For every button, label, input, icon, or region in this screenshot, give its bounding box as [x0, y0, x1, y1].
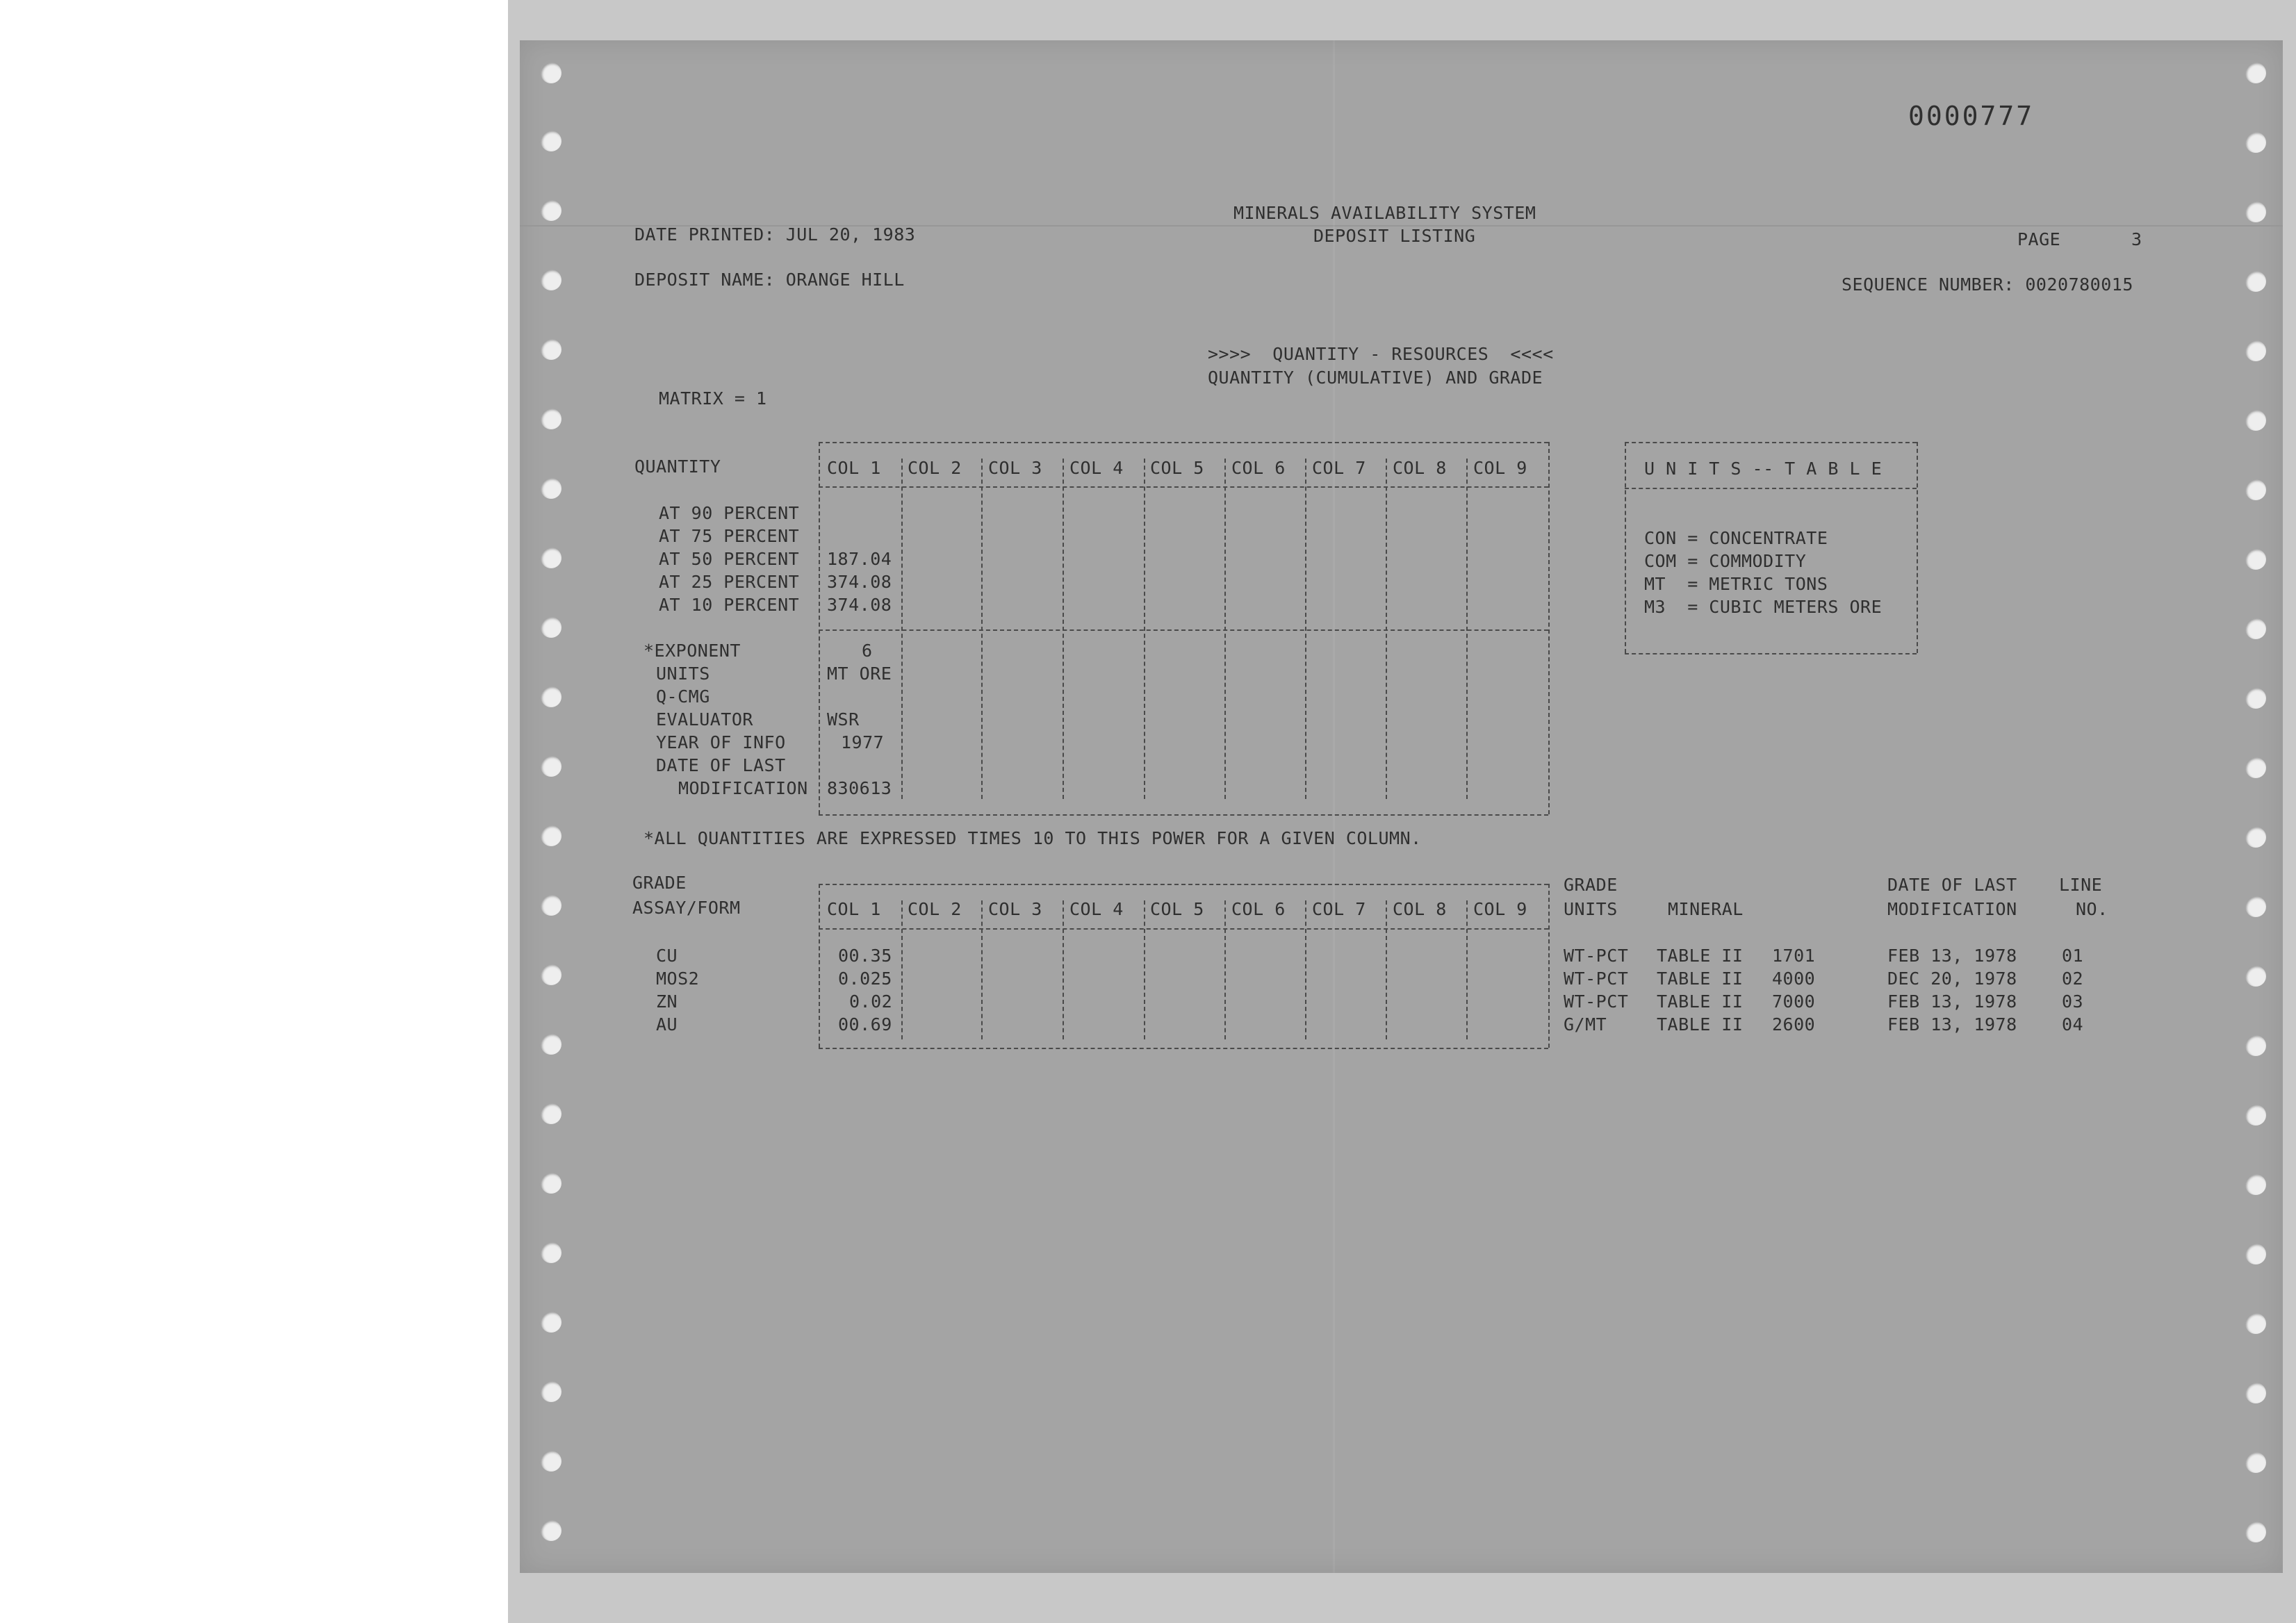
- tractor-hole: [541, 63, 561, 83]
- cell-value: 0.02: [849, 991, 893, 1012]
- tractor-hole: [541, 200, 561, 221]
- line-cell: 03: [2062, 991, 2084, 1012]
- table-rule: [1625, 488, 1917, 489]
- tractor-hole: [541, 1312, 561, 1333]
- table-rule: [819, 928, 1548, 930]
- tractor-hole: [2245, 549, 2266, 570]
- date-cell: DEC 20, 1978: [1887, 969, 2017, 989]
- tractor-hole: [2245, 1035, 2266, 1056]
- mineral-code-cell: 2600: [1772, 1014, 1816, 1035]
- units-table-title: U N I T S -- T A B L E: [1644, 459, 1883, 479]
- info-label: *EXPONENT: [643, 641, 741, 661]
- tractor-hole: [2245, 479, 2266, 500]
- column-divider: [1548, 884, 1550, 1048]
- info-label: Q-CMG: [656, 686, 710, 707]
- table-rule: [819, 1048, 1548, 1049]
- line-cell: 01: [2062, 946, 2084, 966]
- cell-value: MT ORE: [827, 664, 892, 684]
- tractor-hole: [541, 686, 561, 707]
- grade-label: GRADE: [632, 873, 687, 893]
- line-header: NO.: [2076, 899, 2108, 919]
- cell-value: 374.08: [827, 572, 892, 592]
- assay-cell: MOS2: [656, 969, 700, 989]
- date-header: MODIFICATION: [1887, 899, 2017, 919]
- tractor-hole: [2245, 1313, 2266, 1334]
- page-number: 3: [2131, 229, 2142, 249]
- tractor-hole: [541, 1103, 561, 1124]
- tractor-hole: [2245, 1383, 2266, 1403]
- tractor-hole: [541, 478, 561, 499]
- units-entry: MT = METRIC TONS: [1644, 574, 1828, 594]
- units-entry: CON = CONCENTRATE: [1644, 528, 1828, 548]
- column-divider: [1625, 442, 1626, 653]
- tractor-hole: [2245, 1244, 2266, 1264]
- tractor-hole: [541, 270, 561, 290]
- tractor-hole: [541, 1173, 561, 1194]
- tractor-hole: [2245, 271, 2266, 292]
- info-label: YEAR OF INFO: [656, 732, 786, 752]
- cell-value: 187.04: [827, 549, 892, 569]
- cell-value: 0.025: [838, 969, 892, 989]
- sequence-number: SEQUENCE NUMBER: 0020780015: [1842, 274, 2133, 295]
- row-label: AT 75 PERCENT: [659, 526, 800, 546]
- assay-cell: CU: [656, 946, 678, 966]
- units-cell: G/MT: [1564, 1014, 1607, 1035]
- tractor-hole: [541, 895, 561, 916]
- info-label: EVALUATOR: [656, 709, 753, 730]
- mineral-code-cell: 7000: [1772, 991, 1816, 1012]
- column-header: COL 4: [1069, 899, 1124, 919]
- info-label: DATE OF LAST: [656, 755, 786, 775]
- date-printed: DATE PRINTED: JUL 20, 1983: [634, 224, 916, 245]
- column-header: COL 1: [827, 899, 881, 919]
- column-divider: [1224, 900, 1226, 1039]
- column-divider: [1305, 459, 1306, 799]
- section-title: >>>> QUANTITY - RESOURCES <<<<: [1208, 344, 1554, 364]
- tractor-hole: [541, 617, 561, 638]
- column-header: COL 1: [827, 458, 881, 478]
- column-header: COL 7: [1312, 458, 1366, 478]
- tractor-hole: [541, 131, 561, 151]
- tractor-hole: [2245, 827, 2266, 848]
- row-label: AT 50 PERCENT: [659, 549, 800, 569]
- units-cell: WT-PCT: [1564, 946, 1629, 966]
- date-cell: FEB 13, 1978: [1887, 1014, 2017, 1035]
- column-divider: [1305, 900, 1306, 1039]
- table-rule: [1625, 442, 1917, 443]
- table-rule: [819, 486, 1548, 488]
- cell-value: 1977: [841, 732, 885, 752]
- date-header: DATE OF LAST: [1887, 875, 2017, 895]
- cell-value: 374.08: [827, 595, 892, 615]
- tractor-hole: [541, 1381, 561, 1402]
- line-cell: 04: [2062, 1014, 2084, 1035]
- tractor-hole: [541, 1520, 561, 1541]
- tractor-hole: [2245, 757, 2266, 778]
- tractor-hole: [541, 756, 561, 777]
- units-entry: M3 = CUBIC METERS ORE: [1644, 597, 1883, 617]
- column-header: COL 2: [908, 458, 962, 478]
- column-divider: [901, 900, 903, 1039]
- mineral-table-cell: TABLE II: [1657, 946, 1744, 966]
- mineral-header: MINERAL: [1668, 899, 1744, 919]
- grade-units-header: GRADE: [1564, 875, 1618, 895]
- tractor-hole: [541, 547, 561, 568]
- cell-value: 00.35: [838, 946, 892, 966]
- column-divider: [1466, 459, 1468, 799]
- tractor-hole: [2245, 1105, 2266, 1126]
- info-label: UNITS: [656, 664, 710, 684]
- column-divider: [981, 900, 983, 1039]
- tractor-hole: [2245, 896, 2266, 917]
- column-divider: [901, 459, 903, 799]
- info-label: MODIFICATION: [678, 778, 808, 798]
- units-cell: WT-PCT: [1564, 969, 1629, 989]
- tractor-hole: [2245, 132, 2266, 153]
- cell-value: 00.69: [838, 1014, 892, 1035]
- column-divider: [1386, 459, 1387, 799]
- tractor-hole: [541, 339, 561, 360]
- column-divider: [1466, 900, 1468, 1039]
- cell-value: 6: [862, 641, 873, 661]
- tractor-hole: [2245, 410, 2266, 431]
- units-entry: COM = COMMODITY: [1644, 551, 1807, 571]
- cell-value: WSR: [827, 709, 860, 730]
- tractor-hole: [541, 1242, 561, 1263]
- column-header: COL 7: [1312, 899, 1366, 919]
- serial-number: 0000777: [1908, 101, 2035, 131]
- tractor-hole: [2245, 1452, 2266, 1473]
- line-header: LINE: [2059, 875, 2103, 895]
- tractor-hole: [2245, 1522, 2266, 1542]
- date-cell: FEB 13, 1978: [1887, 991, 2017, 1012]
- column-header: COL 6: [1231, 899, 1286, 919]
- column-header: COL 8: [1393, 458, 1447, 478]
- column-header: COL 3: [988, 899, 1042, 919]
- matrix-label: MATRIX = 1: [659, 388, 767, 409]
- table-rule: [819, 442, 1548, 443]
- assay-cell: ZN: [656, 991, 678, 1012]
- tractor-hole: [2245, 1174, 2266, 1195]
- mineral-table-cell: TABLE II: [1657, 969, 1744, 989]
- date-cell: FEB 13, 1978: [1887, 946, 2017, 966]
- column-divider: [819, 442, 820, 814]
- column-divider: [981, 459, 983, 799]
- tractor-hole: [2245, 63, 2266, 83]
- row-label: AT 10 PERCENT: [659, 595, 800, 615]
- footnote: *ALL QUANTITIES ARE EXPRESSED TIMES 10 TO THIS POWER FOR A GIVEN COLUMN.: [643, 828, 1422, 848]
- assay-form-label: ASSAY/FORM: [632, 898, 741, 918]
- column-divider: [819, 884, 820, 1048]
- table-rule: [819, 629, 1548, 631]
- column-divider: [1224, 459, 1226, 799]
- column-divider: [1548, 442, 1550, 814]
- mineral-code-cell: 1701: [1772, 946, 1816, 966]
- tractor-hole: [2245, 966, 2266, 987]
- column-header: COL 2: [908, 899, 962, 919]
- tractor-hole: [2245, 201, 2266, 222]
- mineral-table-cell: TABLE II: [1657, 991, 1744, 1012]
- column-header: COL 8: [1393, 899, 1447, 919]
- assay-cell: AU: [656, 1014, 678, 1035]
- units-cell: WT-PCT: [1564, 991, 1629, 1012]
- tractor-hole: [541, 409, 561, 429]
- column-divider: [1144, 459, 1145, 799]
- tractor-hole: [541, 964, 561, 985]
- mineral-table-cell: TABLE II: [1657, 1014, 1744, 1035]
- column-divider: [1144, 900, 1145, 1039]
- column-divider: [1917, 442, 1918, 653]
- row-label: AT 25 PERCENT: [659, 572, 800, 592]
- page-label: PAGE: [2017, 229, 2061, 249]
- cell-value: 830613: [827, 778, 892, 798]
- column-header: COL 9: [1473, 458, 1527, 478]
- tractor-hole: [541, 1034, 561, 1055]
- column-divider: [1063, 900, 1064, 1039]
- column-header: COL 6: [1231, 458, 1286, 478]
- paper-fold: [1333, 40, 1335, 1573]
- column-header: COL 5: [1150, 458, 1204, 478]
- tractor-hole: [2245, 340, 2266, 361]
- table-rule: [819, 814, 1548, 816]
- system-title: MINERALS AVAILABILITY SYSTEM: [1233, 203, 1536, 223]
- column-divider: [1386, 900, 1387, 1039]
- row-label: AT 90 PERCENT: [659, 503, 800, 523]
- tractor-hole: [2245, 688, 2266, 709]
- column-divider: [1063, 459, 1064, 799]
- quantity-label: QUANTITY: [634, 456, 721, 477]
- table-rule: [819, 884, 1548, 885]
- table-rule: [1625, 653, 1917, 654]
- column-header: COL 3: [988, 458, 1042, 478]
- column-header: COL 5: [1150, 899, 1204, 919]
- tractor-hole: [541, 825, 561, 846]
- deposit-name: DEPOSIT NAME: ORANGE HILL: [634, 270, 905, 290]
- mineral-code-cell: 4000: [1772, 969, 1816, 989]
- section-subtitle: QUANTITY (CUMULATIVE) AND GRADE: [1208, 368, 1543, 388]
- line-cell: 02: [2062, 969, 2084, 989]
- column-header: COL 9: [1473, 899, 1527, 919]
- column-header: COL 4: [1069, 458, 1124, 478]
- listing-title: DEPOSIT LISTING: [1313, 226, 1476, 246]
- grade-units-header: UNITS: [1564, 899, 1618, 919]
- tractor-hole: [541, 1451, 561, 1472]
- tractor-hole: [2245, 618, 2266, 639]
